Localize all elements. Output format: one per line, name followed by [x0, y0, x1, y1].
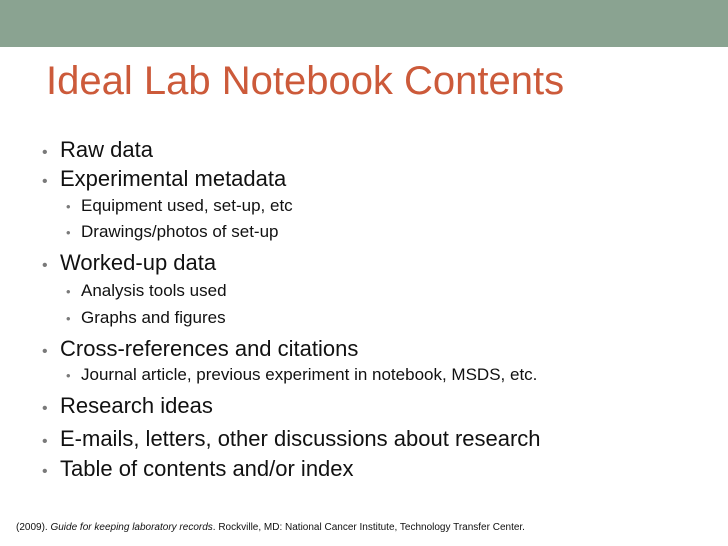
bullet-text: Table of contents and/or index [60, 456, 354, 481]
bullet-icon: • [42, 173, 48, 190]
bullet-text: Journal article, previous experiment in notebook, MSDS, etc. [81, 365, 538, 384]
bullet-item [42, 249, 216, 280]
bullet-text: Worked-up data [60, 250, 217, 275]
sub-bullet-item [66, 307, 226, 330]
bullet-icon: • [66, 368, 71, 383]
bullet-item [42, 425, 541, 456]
slide-title: Ideal Lab Notebook Contents [46, 59, 565, 103]
bullet-text: Experimental metadata [60, 166, 287, 191]
bullet-text: Drawings/photos of set-up [81, 222, 279, 241]
bullet-text: Graphs and figures [81, 308, 226, 327]
bullet-text: E-mails, letters, other discussions about research [60, 426, 541, 451]
sub-bullet-item [66, 364, 537, 387]
bullet-text: Equipment used, set-up, etc [81, 196, 293, 215]
bullet-icon: • [42, 257, 48, 274]
sub-bullet-item [66, 221, 279, 244]
bullet-text: Research ideas [60, 393, 213, 418]
bullet-icon: • [42, 463, 48, 480]
bullet-item [42, 165, 286, 196]
sub-bullet-item [66, 195, 293, 218]
bullet-icon: • [66, 199, 71, 214]
bullet-text: Cross-references and citations [60, 336, 359, 361]
bullet-text: Analysis tools used [81, 281, 227, 300]
bullet-icon: • [66, 225, 71, 240]
bullet-icon: • [42, 400, 48, 417]
bullet-icon: • [42, 343, 48, 360]
bullet-icon: • [42, 433, 48, 450]
citation [16, 521, 525, 535]
citation-title: Guide for keeping laboratory records [50, 522, 213, 533]
bullet-icon: • [66, 284, 71, 299]
bullet-item [42, 455, 354, 486]
bullet-item [42, 335, 358, 366]
citation-prefix: (2009). [16, 522, 51, 533]
bullet-text: Raw data [60, 137, 153, 162]
bullet-item [42, 392, 213, 423]
sub-bullet-item [66, 280, 227, 303]
bullet-icon: • [66, 311, 71, 326]
bullet-item [42, 136, 153, 167]
citation-suffix: . Rockville, MD: National Cancer Institute, Technology Transfer Center. [212, 522, 525, 533]
bullet-icon: • [42, 144, 48, 161]
